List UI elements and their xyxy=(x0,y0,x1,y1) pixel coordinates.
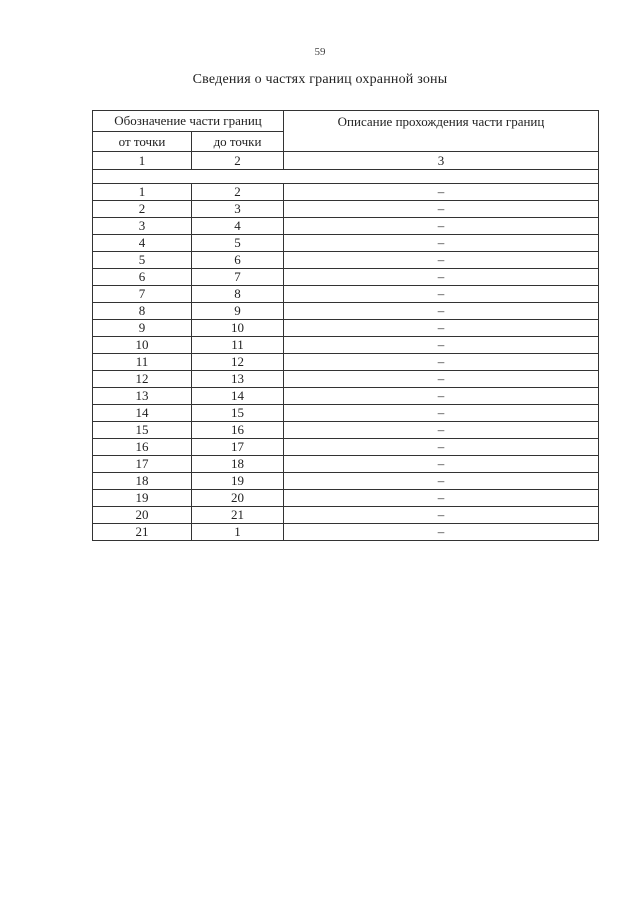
table-row xyxy=(93,421,599,438)
from-point-cell: 7 xyxy=(93,285,192,302)
table-header-row xyxy=(93,111,599,132)
description-cell: – xyxy=(284,353,599,370)
table-row xyxy=(93,370,599,387)
to-point-cell: 19 xyxy=(192,472,284,489)
table-row xyxy=(93,217,599,234)
from-point-cell: 15 xyxy=(93,421,192,438)
table-row xyxy=(93,183,599,200)
description-cell: – xyxy=(284,506,599,523)
column-number: 2 xyxy=(192,151,284,169)
table-row xyxy=(93,506,599,523)
description-cell: – xyxy=(284,285,599,302)
description-cell: – xyxy=(284,387,599,404)
to-point-cell: 5 xyxy=(192,234,284,251)
to-point-cell: 7 xyxy=(192,268,284,285)
header-part-designation: Обозначение части границ xyxy=(93,111,284,132)
to-point-cell: 1 xyxy=(192,523,284,540)
to-point-cell: 4 xyxy=(192,217,284,234)
table-row xyxy=(93,319,599,336)
to-point-cell: 6 xyxy=(192,251,284,268)
from-point-cell: 8 xyxy=(93,302,192,319)
table-row xyxy=(93,336,599,353)
table-row xyxy=(93,472,599,489)
column-number: 3 xyxy=(284,151,599,169)
table-row xyxy=(93,353,599,370)
table-row xyxy=(93,200,599,217)
header-description: Описание прохождения части границ xyxy=(284,111,599,132)
from-point-cell: 3 xyxy=(93,217,192,234)
to-point-cell: 17 xyxy=(192,438,284,455)
from-point-cell: 12 xyxy=(93,370,192,387)
from-point-cell: 20 xyxy=(93,506,192,523)
table-row xyxy=(93,438,599,455)
table-row xyxy=(93,523,599,540)
to-point-cell: 14 xyxy=(192,387,284,404)
to-point-cell: 10 xyxy=(192,319,284,336)
header-description-continued xyxy=(284,131,599,151)
table-row xyxy=(93,404,599,421)
description-cell: – xyxy=(284,234,599,251)
to-point-cell: 13 xyxy=(192,370,284,387)
page-number: 59 xyxy=(314,46,326,58)
to-point-cell: 12 xyxy=(192,353,284,370)
description-cell: – xyxy=(284,217,599,234)
table-subheader-row xyxy=(93,131,599,151)
to-point-cell: 20 xyxy=(192,489,284,506)
from-point-cell: 1 xyxy=(93,183,192,200)
description-cell: – xyxy=(284,319,599,336)
from-point-cell: 21 xyxy=(93,523,192,540)
from-point-cell: 17 xyxy=(93,455,192,472)
description-cell: – xyxy=(284,438,599,455)
from-point-cell: 11 xyxy=(93,353,192,370)
table-row xyxy=(93,234,599,251)
description-cell: – xyxy=(284,336,599,353)
table-row xyxy=(93,455,599,472)
boundary-parts-table xyxy=(92,110,599,541)
from-point-cell: 19 xyxy=(93,489,192,506)
description-cell: – xyxy=(284,489,599,506)
to-point-cell: 11 xyxy=(192,336,284,353)
from-point-cell: 2 xyxy=(93,200,192,217)
description-cell: – xyxy=(284,183,599,200)
description-cell: – xyxy=(284,404,599,421)
column-number: 1 xyxy=(93,151,192,169)
description-cell: – xyxy=(284,523,599,540)
table-row xyxy=(93,387,599,404)
from-point-cell: 6 xyxy=(93,268,192,285)
blank-row xyxy=(93,169,599,183)
table-row xyxy=(93,489,599,506)
from-point-cell: 10 xyxy=(93,336,192,353)
to-point-cell: 8 xyxy=(192,285,284,302)
blank-cell xyxy=(93,169,599,183)
description-cell: – xyxy=(284,302,599,319)
to-point-cell: 15 xyxy=(192,404,284,421)
from-point-cell: 9 xyxy=(93,319,192,336)
description-cell: – xyxy=(284,370,599,387)
to-point-cell: 2 xyxy=(192,183,284,200)
description-cell: – xyxy=(284,268,599,285)
header-to-point: до точки xyxy=(192,131,284,151)
from-point-cell: 5 xyxy=(93,251,192,268)
to-point-cell: 3 xyxy=(192,200,284,217)
table-row xyxy=(93,302,599,319)
description-cell: – xyxy=(284,200,599,217)
description-cell: – xyxy=(284,421,599,438)
from-point-cell: 14 xyxy=(93,404,192,421)
column-number-row xyxy=(93,151,599,169)
table-row xyxy=(93,285,599,302)
to-point-cell: 21 xyxy=(192,506,284,523)
from-point-cell: 13 xyxy=(93,387,192,404)
from-point-cell: 18 xyxy=(93,472,192,489)
description-cell: – xyxy=(284,251,599,268)
description-cell: – xyxy=(284,472,599,489)
to-point-cell: 9 xyxy=(192,302,284,319)
to-point-cell: 18 xyxy=(192,455,284,472)
table-row xyxy=(93,251,599,268)
header-from-point: от точки xyxy=(93,131,192,151)
page-title: Сведения о частях границ охранной зоны xyxy=(192,72,448,87)
description-cell: – xyxy=(284,455,599,472)
to-point-cell: 16 xyxy=(192,421,284,438)
from-point-cell: 16 xyxy=(93,438,192,455)
table-row xyxy=(93,268,599,285)
from-point-cell: 4 xyxy=(93,234,192,251)
